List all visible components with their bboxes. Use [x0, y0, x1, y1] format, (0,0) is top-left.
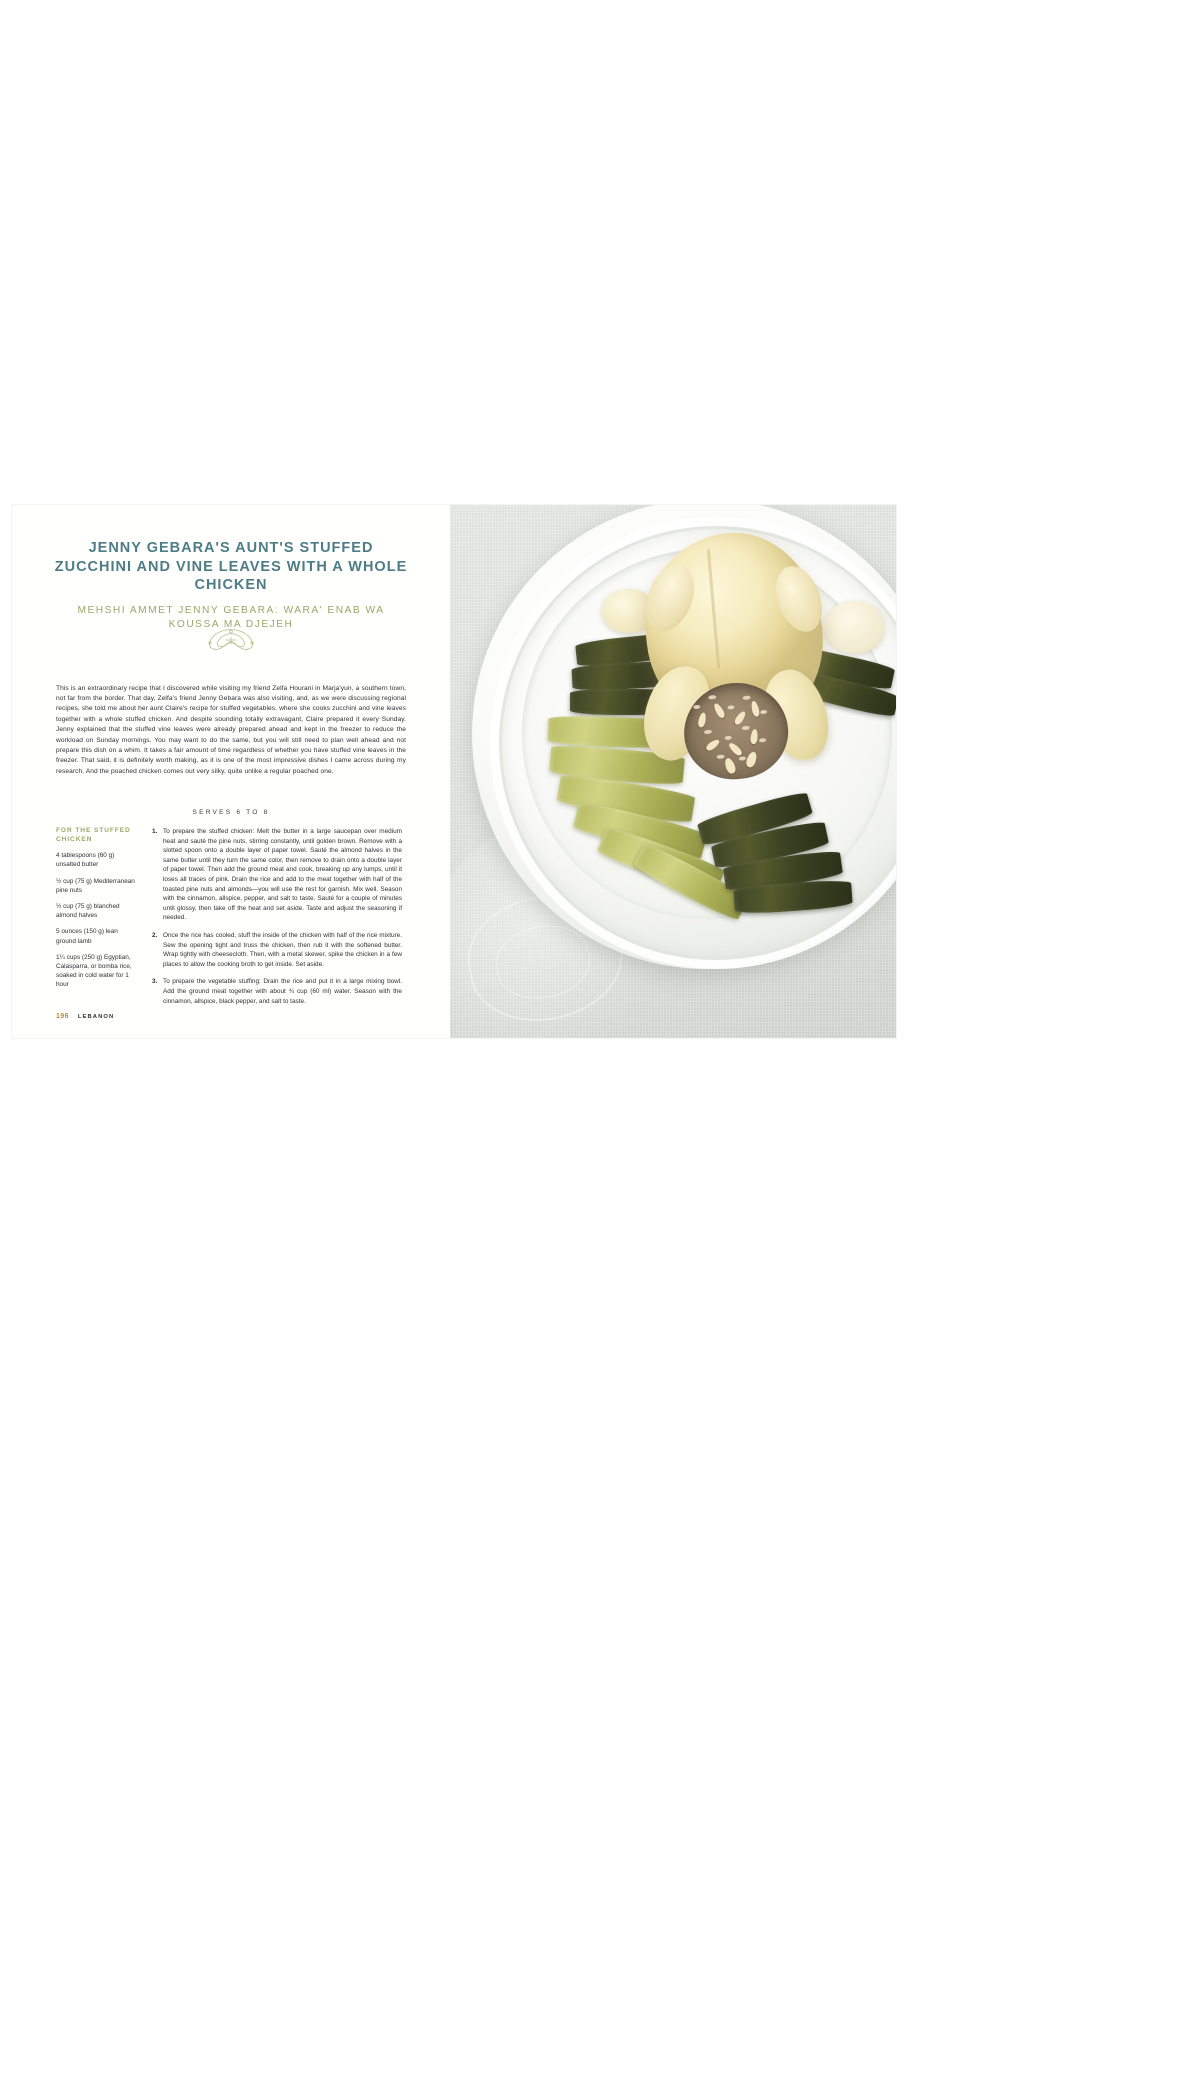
book-spread — [12, 505, 896, 1038]
pine-nut — [750, 700, 761, 717]
page-number: 196 — [56, 1013, 69, 1020]
step-number: 1. — [152, 828, 158, 835]
almond-half — [723, 757, 737, 775]
ingredient-item: 1¼ cups (250 g) Egyptian, Calasparra, or bomba rice, soaked in cold water for 1 hour — [56, 953, 132, 989]
pine-nut — [712, 702, 726, 719]
serves-label: SERVES 6 TO 8 — [192, 809, 270, 816]
pine-nut — [733, 710, 747, 726]
pine-nut — [705, 738, 721, 752]
instruction-step — [152, 827, 402, 923]
food-photograph — [450, 505, 896, 1038]
instruction-step — [152, 977, 402, 1006]
decorative-ornament — [189, 627, 273, 653]
almond-half — [745, 750, 759, 768]
step-number: 3. — [152, 978, 158, 986]
recipe-photo-page — [450, 505, 896, 1038]
recipe-body-columns — [56, 827, 408, 1014]
page-folio — [56, 1013, 114, 1020]
running-head: LEBANON — [77, 1014, 115, 1020]
instruction-step — [152, 931, 402, 969]
ingredients-column — [56, 827, 138, 1014]
step-text: Once the rice has cooled, stuff the inside of the chicken with half of the rice mixture. Sew the opening tight and truss the chicken, then rub it with the softened butter. Wrap tightly with cheesecloth. Then, with a metal skewer, spike the chicken in a few places to allow the cooking broth to get inside. Set aside. — [163, 931, 402, 968]
recipe-text-page — [12, 505, 450, 1038]
ingredient-item: 4 tablespoons (60 g) unsalted butter — [56, 852, 115, 869]
pine-nut — [750, 729, 759, 745]
recipe-subtitle: MEHSHI AMMET JENNY GEBARA: WARA' ENAB WA KOUSSA MA DJEJEH — [77, 604, 385, 630]
ingredients-heading: FOR THE STUFFED CHICKEN — [56, 827, 131, 843]
lemon-wedge — [824, 601, 884, 653]
page-title: JENNY GEBARA'S AUNT'S STUFFED ZUCCHINI AND VINE LEAVES WITH A WHOLE CHICKEN — [54, 540, 408, 593]
pine-nut — [727, 741, 743, 757]
ingredient-item: ½ cup (75 g) blanched almond halves — [56, 903, 120, 920]
ingredient-item: 5 ounces (150 g) lean ground lamb — [56, 928, 118, 945]
pine-nut — [697, 712, 707, 728]
recipe-intro-text: This is an extraordinary recipe that I discovered while visiting my friend Zelfa Hourani in Marja'yun, a southern town, not far from the border. That day, Zelfa's friend Jenny Gebara was also visiting, and, as we were discussing regional recipes, she told me about her aunt Claire's recipe for stuffed vegetables, where she cooks zucchini and vine leaves together with a whole stuffed chicken. And despite sounding totally extravagant, Claire prepared it every Sunday. Jenny explained that the stuffed vine leaves were already prepared ahead and kept in the freezer to reduce the workload on Sunday mornings. You may want to do the same, but you will still need to plan well ahead and not prepare this dish on a whim. It takes a fair amount of time regardless of whether you have stuffed vine leaves in the freezer. That said, it is definitely worth making, as it is one of the most impressive dishes I came across during my research. And the poached chicken comes out very silky, quite unlike a regular poached one. — [56, 684, 406, 775]
step-text: To prepare the stuffed chicken: Melt the butter in a large saucepan over medium heat and sauté the pine nuts, stirring constantly, until golden brown. Remove with a slotted spoon onto a double layer of paper towel. Sauté the almond halves in the same butter until they turn the same color, then remove to drain onto a double layer of paper towel. Then add the ground meat and cook, breaking up any lumps, until it loses all traces of pink. Drain the rice and add to the meat together with half of the toasted pine nuts and almonds—you will use the rest for garnish. Mix well. Season with the cinnamon, allspice, pepper, and salt to taste. Sauté for a couple of minutes until glossy, then take off the heat and set aside. Taste and adjust the seasoning if needed. — [163, 828, 402, 922]
ingredient-item: ½ cup (75 g) Mediterranean pine nuts — [56, 877, 135, 894]
step-number: 2. — [152, 931, 158, 939]
instructions-column — [152, 827, 402, 1014]
step-text: To prepare the vegetable stuffing: Drain the rice and put it in a large mixing bowl. Add the ground meat together with about ¾ cup (60 ml) water. Season with the cinnamon, allspice, black pepper, and salt to taste. — [163, 978, 402, 1005]
recipe-title-block — [52, 539, 410, 632]
